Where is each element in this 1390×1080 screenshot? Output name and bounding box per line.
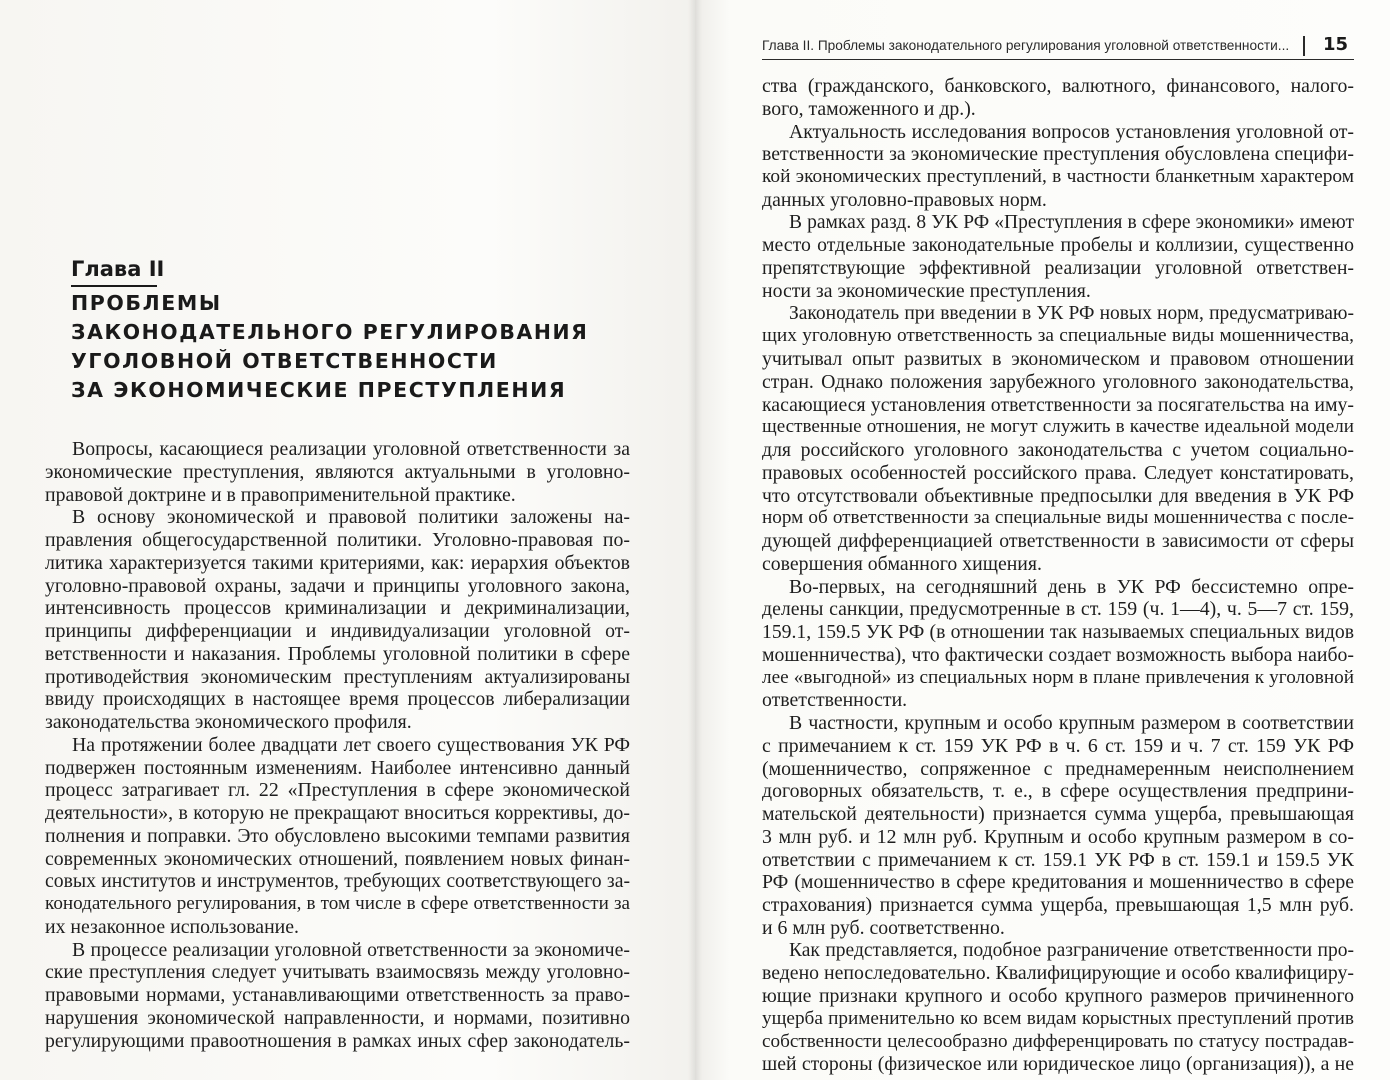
text-line: На протяжении более двадцати лет своего существования УК РФ — [72, 733, 630, 756]
text-line: процесс затрагивает гл. 22 «Преступления в сфере экономической — [45, 779, 630, 802]
text-line: вого, таможенного и др.). — [762, 97, 976, 120]
text-line: шей стороны (физическое или юридическое лицо (организация)), а не — [762, 1053, 1354, 1076]
text-line: РФ (мошенничество в сфере кредитования и мошенничество в сфере — [762, 871, 1354, 894]
text-line: норм об ответственности за специальные виды мошенничества с после- — [762, 507, 1354, 529]
text-line: ответствии с примечанием к ст. 159.1 УК РФ в ст. 159.1 и 159.5 УК — [762, 848, 1354, 871]
text-line: страхования) признается сумма ущерба, превышающая 1,5 млн руб. — [762, 894, 1354, 916]
text-line: уголовно-правовой охраны, задачи и принципы уголовного закона, — [45, 574, 630, 597]
text-line: литика характеризуется такими критериями, как: иерархия объектов — [45, 551, 630, 574]
text-line: ущерба применительно ко всем видам корыстных преступлений против — [762, 1007, 1354, 1029]
text-line: щественные отношения, не могут служить в качестве идеальной модели — [762, 416, 1354, 438]
page-gutter — [688, 0, 702, 1080]
text-line: мошенничества), что фактически создает возможность выбора наибо- — [762, 643, 1354, 666]
text-line: правовой доктрине и в правоприменительной практике. — [45, 483, 516, 506]
text-line: полнения и поправки. Это обусловлено высокими темпами развития — [45, 824, 630, 847]
text-line: делены санкции, предусмотренные в ст. 159 (ч. 1—4), ч. 5—7 ст. 159, — [762, 598, 1354, 621]
text-line: что отсутствовали объективные предпосылки для введения в УК РФ — [762, 484, 1354, 507]
text-line: ответственности. — [762, 689, 908, 712]
text-line: современных экономических отношений, появлением новых финан- — [45, 847, 630, 870]
text-line: регулирующими правоотношения в рамках иных сфер законодатель- — [45, 1029, 630, 1052]
text-line: (мошенничество, сопряженное с преднамеренным неисполнением — [762, 757, 1354, 780]
text-line: нарушения экономической направленности, и нормами, позитивно — [45, 1006, 630, 1029]
text-line: щих уголовную ответственность за специальные виды мошенничества, — [762, 325, 1354, 347]
text-line: для российского уголовного законодательства с учетом социально- — [762, 439, 1354, 461]
text-line: Актуальность исследования вопросов установления уголовной от- — [789, 120, 1354, 143]
running-head — [762, 32, 1354, 60]
chapter-title-line: ПРОБЛЕМЫ — [71, 291, 222, 315]
text-line: данных уголовно-правовых норм. — [762, 188, 1047, 211]
text-line: Во-первых, на сегодняшний день в УК РФ бессистемно опре- — [789, 575, 1354, 598]
text-line: Как представляется, подобное разграничение ответственности про- — [789, 939, 1354, 961]
text-line: ветственности за экономические преступления обусловлена специфи- — [762, 143, 1354, 166]
paragraph — [762, 576, 1354, 713]
text-line: ветственности и наказания. Проблемы уголовной политики в сфере — [45, 642, 630, 665]
text-line: Вопросы, касающиеся реализации уголовной ответственности за — [72, 438, 630, 460]
paragraph — [762, 121, 1354, 212]
text-line: дующей дифференциацией ответственности в зависимости от сферы — [762, 530, 1354, 552]
chapter-label: Глава II — [71, 257, 165, 281]
text-line: место отдельные законодательные пробелы и коллизии, существенно — [762, 234, 1354, 257]
paragraph — [762, 75, 1354, 121]
text-line: 3 млн руб. и 12 млн руб. Крупным и особо крупным размером в со- — [762, 825, 1354, 848]
chapter-title-line: УГОЛОВНОЙ ОТВЕТСТВЕННОСТИ — [71, 349, 498, 373]
page-number: 15 — [1322, 34, 1348, 55]
paragraph — [45, 506, 630, 734]
text-line: В основу экономической и правовой политики заложены на- — [72, 506, 630, 529]
paragraph — [45, 734, 630, 939]
paragraph — [45, 939, 630, 1053]
text-line: В частности, крупным и особо крупным размером в соответствии — [789, 712, 1354, 734]
text-line: стран. Однако положения зарубежного уголовного законодательства, — [762, 370, 1354, 393]
chapter-title-line: ЗАКОНОДАТЕЛЬНОГО РЕГУЛИРОВАНИЯ — [71, 320, 589, 344]
chapter-title — [71, 289, 588, 405]
chapter-label-underline — [71, 285, 157, 287]
text-line: их незаконное использование. — [45, 915, 299, 938]
paragraph — [762, 212, 1354, 303]
paragraph — [762, 940, 1354, 1077]
text-line: и 6 млн руб. соответственно. — [762, 916, 1005, 939]
text-line: 159.1, 159.5 УК РФ (в отношении так называемых специальных видов — [762, 621, 1354, 643]
text-line: кой экономических преступлений, в частности бланкетным характером — [762, 166, 1354, 187]
text-line: правовых особенностей российского права. Следует констатировать, — [762, 461, 1354, 484]
text-line: собственности целесообразно дифференцировать по статусу пострадав- — [762, 1030, 1354, 1052]
text-line: ведено непоследовательно. Квалифицирующие и особо квалифициру- — [762, 962, 1354, 985]
text-line: ские преступления следует учитывать взаимосвязь между уголовно- — [45, 961, 630, 984]
text-line: экономические преступления, являются актуальными в уголовно- — [45, 460, 630, 483]
text-line: лее «выгодной» из специальных норм в плане привлечения к уголовной — [762, 666, 1354, 688]
text-line: ности за экономические преступления. — [762, 279, 1091, 302]
paragraph — [762, 303, 1354, 576]
text-line: препятствующие эффективной реализации уголовной ответствен- — [762, 257, 1354, 279]
running-head-rule — [762, 59, 1354, 60]
text-line: совершения обманного хищения. — [762, 552, 1042, 575]
text-line: принципы дифференциации и индивидуализации уголовной от- — [45, 620, 630, 642]
text-line: Законодатель при введении в УК РФ новых норм, предусматриваю- — [789, 302, 1354, 324]
text-line: с примечанием к ст. 159 УК РФ в ч. 6 ст. 159 и ч. 7 ст. 159 УК РФ — [762, 734, 1354, 757]
left-page-body — [45, 438, 630, 1052]
text-line: деятельности», в которую не прекращают вноситься коррективы, до- — [45, 802, 630, 824]
chapter-title-line: ЗА ЭКОНОМИЧЕСКИЕ ПРЕСТУПЛЕНИЯ — [71, 378, 567, 402]
text-line: подвержен постоянным изменениям. Наиболее интенсивно данный — [45, 756, 630, 779]
text-line: ввиду происходящих в настоящее время процессов либерализации — [45, 688, 630, 711]
text-line: правления общегосударственной политики. Уголовно-правовая по- — [45, 529, 630, 551]
running-head-divider — [1303, 36, 1305, 56]
text-line: правовыми нормами, устанавливающими ответственность за право- — [45, 984, 630, 1006]
text-line: конодательного регулирования, в том числе в сфере ответственности за — [45, 893, 630, 914]
text-line: касающиеся установления ответственности за посягательства на иму- — [762, 393, 1354, 416]
text-line: ства (гражданского, банковского, валютного, финансового, налого- — [762, 75, 1354, 97]
paragraph — [45, 438, 630, 506]
text-line: интенсивность процессов криминализации и декриминализации, — [45, 597, 630, 620]
right-page-body — [762, 75, 1354, 1076]
text-line: совых институтов и инструментов, требующих соответствующего за- — [45, 870, 630, 893]
text-line: договорных обязательств, т. е., в сфере осуществления предприни- — [762, 780, 1354, 803]
text-line: мательской деятельности) признается сумма ущерба, превышающая — [762, 803, 1354, 825]
running-head-title: Глава II. Проблемы законодательного регулирования уголовной ответственности... — [762, 38, 1290, 53]
text-line: законодательства экономического профиля. — [45, 711, 412, 733]
text-line: ющие признаки крупного и особо крупного размеров причиненного — [762, 985, 1354, 1007]
text-line: учитывал опыт развитых в экономическом и правовом отношении — [762, 348, 1354, 370]
text-line: В процессе реализации уголовной ответственности за экономиче- — [72, 938, 630, 961]
text-line: В рамках разд. 8 УК РФ «Преступления в сфере экономики» имеют — [789, 211, 1354, 233]
paragraph — [762, 712, 1354, 940]
text-line: противодействия экономическим преступлениям актуализированы — [45, 665, 630, 688]
